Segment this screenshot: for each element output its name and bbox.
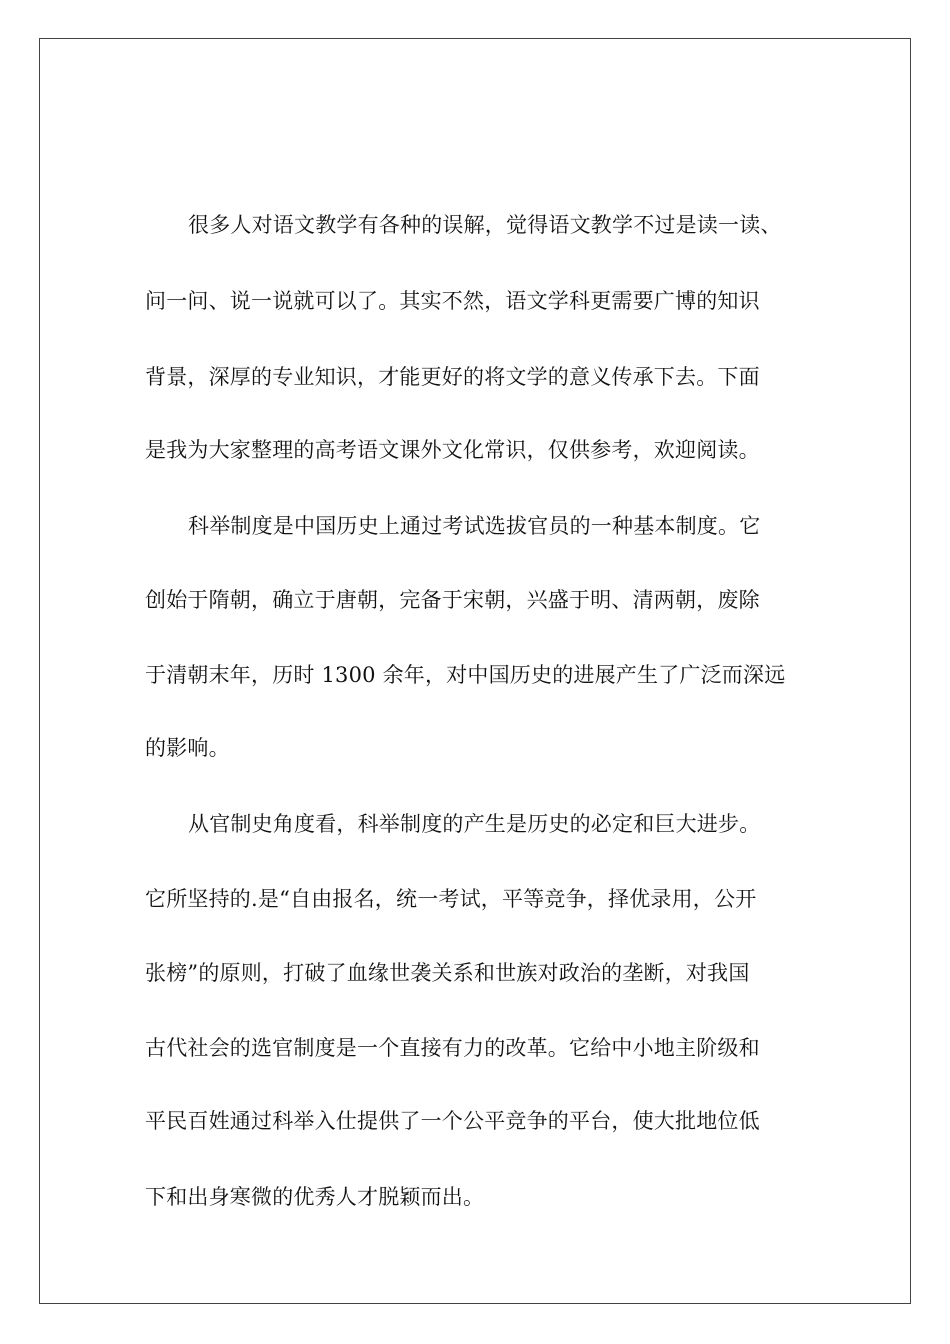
paragraph-1-line-2: 问一问、说一说就可以了。其实不然，语文学科更需要广博的知识 [145,289,760,313]
paragraph-2-line-1: 科举制度是中国历史上通过考试选拔官员的一种基本制度。它 [188,514,761,538]
paragraph-3-line-1: 从官制史角度看，科举制度的产生是历史的必定和巨大进步。 [188,812,761,836]
paragraph-3-line-6: 下和出身寒微的优秀人才脱颖而出。 [145,1185,485,1209]
paragraph-2-line-3: 于清朝末年，历时 1300 余年，对中国历史的进展产生了广泛而深远 [145,663,786,687]
paragraph-2-line-2: 创始于隋朝，确立于唐朝，完备于宋朝，兴盛于明、清两朝，废除 [145,588,760,612]
paragraph-3-line-2: 它所坚持的.是“自由报名，统一考试，平等竞争，择优录用，公开 [145,887,757,911]
paragraph-1-line-1: 很多人对语文教学有各种的误解，觉得语文教学不过是读一读、 [188,213,782,237]
paragraph-1-line-4: 是我为大家整理的高考语文课外文化常识，仅供参考，欢迎阅读。 [145,438,760,462]
paragraph-2-line-4: 的影响。 [145,736,230,760]
paragraph-3-line-4: 古代社会的选官制度是一个直接有力的改革。它给中小地主阶级和 [145,1036,760,1060]
paragraph-3-line-3: 张榜”的原则，打破了血缘世袭关系和世族对政治的垄断，对我国 [145,961,750,985]
paragraph-1-line-3: 背景，深厚的专业知识，才能更好的将文学的意义传承下去。下面 [145,365,760,389]
paragraph-3-line-5: 平民百姓通过科举入仕提供了一个公平竞争的平台，使大批地位低 [145,1109,760,1133]
